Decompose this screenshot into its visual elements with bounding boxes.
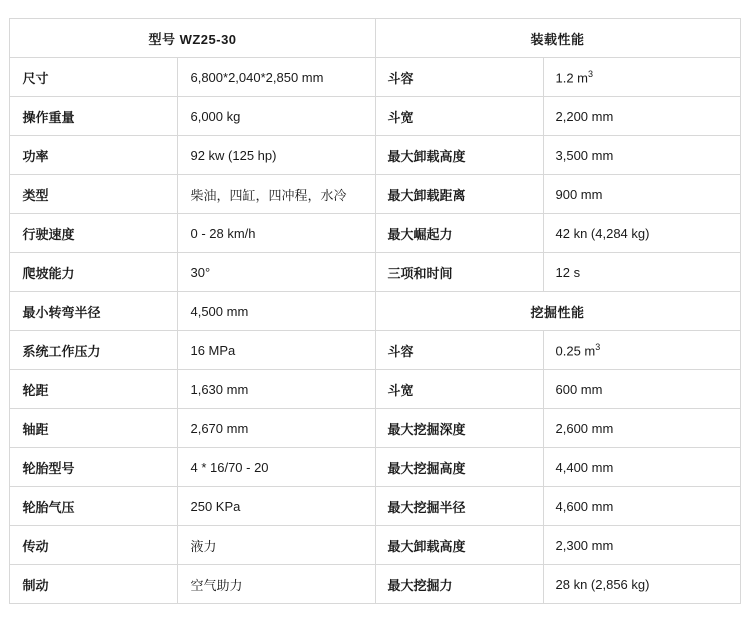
spec-label: 轴距 bbox=[10, 409, 178, 448]
spec-label: 系统工作压力 bbox=[10, 331, 178, 370]
spec-label: 传动 bbox=[10, 526, 178, 565]
spec-value-text: 0.25 m bbox=[555, 343, 596, 359]
table-row bbox=[10, 175, 740, 214]
spec-label: 最大卸载距离 bbox=[375, 175, 543, 214]
spec-label: 轮胎气压 bbox=[10, 487, 178, 526]
spec-value: 12 s bbox=[543, 253, 740, 292]
table-body bbox=[10, 19, 740, 604]
spec-value: 2,200 mm bbox=[543, 97, 740, 136]
table-row bbox=[10, 253, 740, 292]
spec-value: 42 kn (4,284 kg) bbox=[543, 214, 740, 253]
table-row bbox=[10, 19, 740, 58]
spec-value: 0 - 28 km/h bbox=[178, 214, 375, 253]
spec-value: 1,630 mm bbox=[178, 370, 375, 409]
loading-performance-header-cell: 装载性能 bbox=[375, 19, 740, 58]
specification-table bbox=[9, 18, 740, 604]
table-row bbox=[10, 565, 740, 604]
spec-value: 92 kw (125 hp) bbox=[178, 136, 375, 175]
spec-value: 4,600 mm bbox=[543, 487, 740, 526]
spec-value: 900 mm bbox=[543, 175, 740, 214]
spec-value: 250 KPa bbox=[178, 487, 375, 526]
spec-label: 轮胎型号 bbox=[10, 448, 178, 487]
table-row bbox=[10, 214, 740, 253]
spec-value bbox=[543, 58, 740, 97]
spec-value: 2,600 mm bbox=[543, 409, 740, 448]
table-row bbox=[10, 448, 740, 487]
spec-value-superscript: 3 bbox=[595, 341, 601, 352]
spec-value-superscript: 3 bbox=[588, 68, 594, 79]
spec-value: 28 kn (2,856 kg) bbox=[543, 565, 740, 604]
spec-label: 斗宽 bbox=[375, 97, 543, 136]
table-row bbox=[10, 487, 740, 526]
spec-label: 最大卸载高度 bbox=[375, 526, 543, 565]
spec-label: 斗容 bbox=[375, 331, 543, 370]
spec-value: 4,400 mm bbox=[543, 448, 740, 487]
spec-label: 爬坡能力 bbox=[10, 253, 178, 292]
spec-value: 液力 bbox=[178, 526, 375, 565]
spec-value: 空气助力 bbox=[178, 565, 375, 604]
spec-value: 柴油，四缸，四冲程，水冷 bbox=[178, 175, 375, 214]
table-row bbox=[10, 331, 740, 370]
spec-value: 3,500 mm bbox=[543, 136, 740, 175]
spec-value: 2,300 mm bbox=[543, 526, 740, 565]
spec-value-text: 1.2 m bbox=[555, 70, 589, 86]
table-row bbox=[10, 409, 740, 448]
table-row bbox=[10, 97, 740, 136]
spec-label: 类型 bbox=[10, 175, 178, 214]
spec-label: 操作重量 bbox=[10, 97, 178, 136]
spec-label: 最大卸载高度 bbox=[375, 136, 543, 175]
table-row bbox=[10, 136, 740, 175]
spec-label: 制动 bbox=[10, 565, 178, 604]
spec-value: 6,000 kg bbox=[178, 97, 375, 136]
spec-label: 斗宽 bbox=[375, 370, 543, 409]
spec-label: 最小转弯半径 bbox=[10, 292, 178, 331]
model-header-cell: 型号 WZ25-30 bbox=[10, 19, 375, 58]
spec-label: 最大挖掘高度 bbox=[375, 448, 543, 487]
spec-label: 三项和时间 bbox=[375, 253, 543, 292]
table-row bbox=[10, 58, 740, 97]
spec-value: 30° bbox=[178, 253, 375, 292]
spec-value: 600 mm bbox=[543, 370, 740, 409]
table-row bbox=[10, 370, 740, 409]
spec-label: 斗容 bbox=[375, 58, 543, 97]
spec-value: 2,670 mm bbox=[178, 409, 375, 448]
spec-label: 最大挖掘深度 bbox=[375, 409, 543, 448]
spec-label: 行驶速度 bbox=[10, 214, 178, 253]
spec-label: 最大崛起力 bbox=[375, 214, 543, 253]
spec-label: 最大挖掘半径 bbox=[375, 487, 543, 526]
spec-label: 尺寸 bbox=[10, 58, 178, 97]
excavating-performance-header-cell: 挖掘性能 bbox=[375, 292, 740, 331]
spec-label: 功率 bbox=[10, 136, 178, 175]
spec-value bbox=[543, 331, 740, 370]
spec-value: 6,800*2,040*2,850 mm bbox=[178, 58, 375, 97]
spec-value: 4 * 16/70 - 20 bbox=[178, 448, 375, 487]
table-row bbox=[10, 526, 740, 565]
spec-value: 16 MPa bbox=[178, 331, 375, 370]
spec-label: 最大挖掘力 bbox=[375, 565, 543, 604]
table-row bbox=[10, 292, 740, 331]
spec-label: 轮距 bbox=[10, 370, 178, 409]
spec-value: 4,500 mm bbox=[178, 292, 375, 331]
